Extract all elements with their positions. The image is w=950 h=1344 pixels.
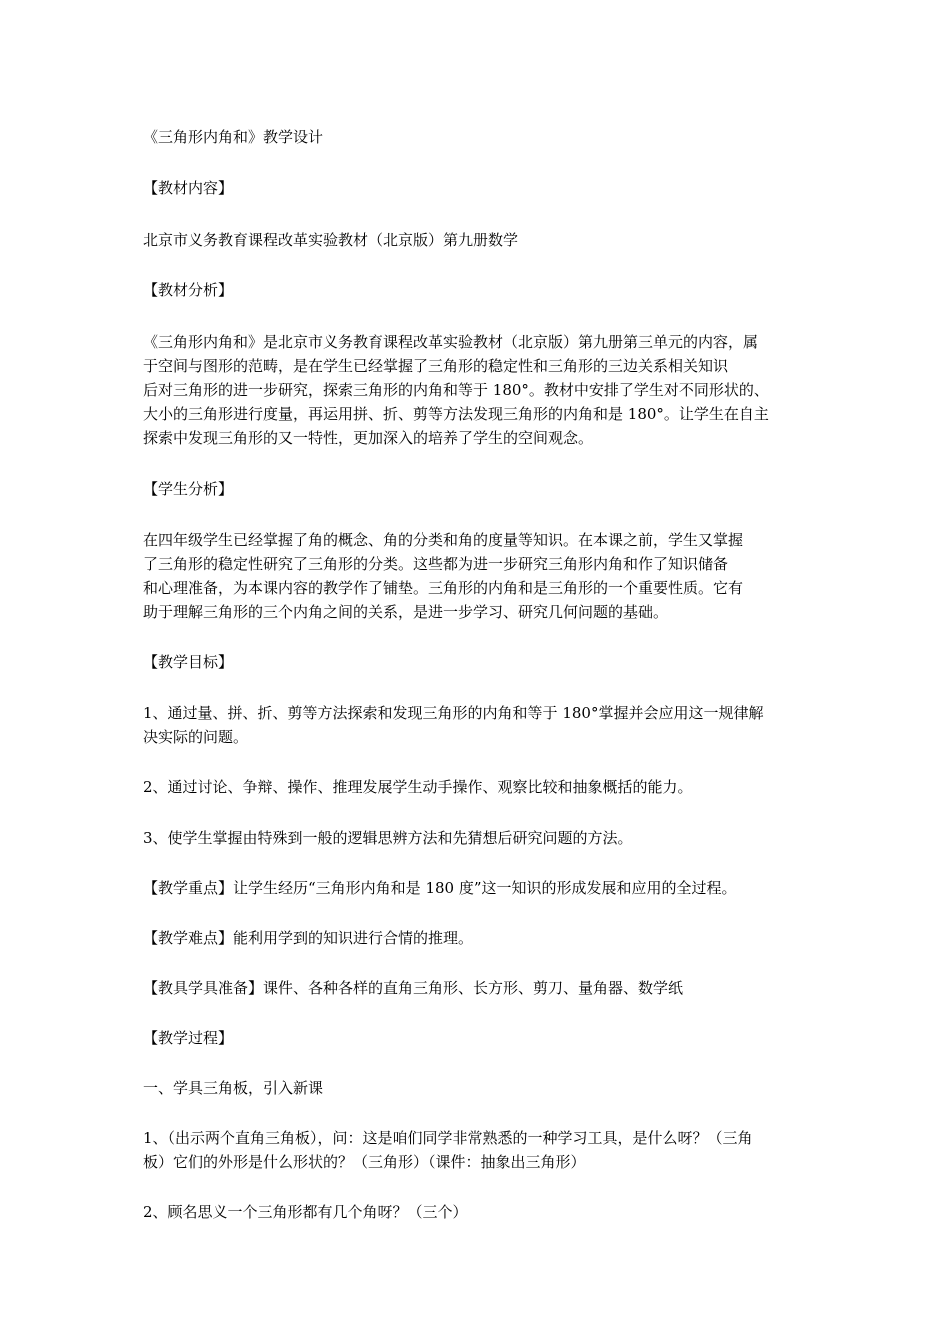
analysis-line: 探索中发现三角形的又一特性，更加深入的培养了学生的空间观念。: [143, 429, 594, 447]
students-line: 和心理准备，为本课内容的教学作了铺垫。三角形的内角和是三角形的一个重要性质。它有: [143, 579, 744, 597]
goal-2-text: 2、通过讨论、争辩、操作、推理发展学生动手操作、观察比较和抽象概括的能力。: [143, 778, 693, 796]
textbook-analysis-paragraph: [143, 330, 815, 450]
difficulty-text: 【教学难点】能利用学到的知识进行合情的推理。: [143, 929, 474, 947]
step-1-paragraph: [143, 1126, 815, 1174]
goal-3-text: 3、使学生掌握由特殊到一般的逻辑思辨方法和先猜想后研究问题的方法。: [143, 829, 633, 847]
goal-1-line: 1、通过量、拼、折、剪等方法探索和发现三角形的内角和等于 180°掌握并会应用这一规律解: [143, 704, 764, 722]
goal-1-line: 决实际的问题。: [143, 728, 249, 746]
textbook-content-text: 北京市义务教育课程改革实验教材（北京版）第九册数学: [143, 231, 519, 249]
heading-textbook-content: 【教材内容】: [143, 179, 234, 197]
students-line: 了三角形的稳定性研究了三角形的分类。这些都为进一步研究三角形内角和作了知识储备: [143, 555, 729, 573]
materials-text: 【教具学具准备】课件、各种各样的直角三角形、长方形、剪刀、量角器、数学纸: [143, 979, 684, 997]
heading-student-analysis: 【学生分析】: [143, 480, 234, 498]
key-point-text: 【教学重点】让学生经历“三角形内角和是 180 度”这一知识的形成发展和应用的全过程。: [143, 879, 737, 897]
step-1-line: 板）它们的外形是什么形状的？（三角形）（课件：抽象出三角形）: [143, 1153, 586, 1171]
goal-1-paragraph: [143, 701, 815, 749]
heading-teaching-goals: 【教学目标】: [143, 653, 234, 671]
analysis-line: 《三角形内角和》是北京市义务教育课程改革实验教材（北京版）第九册第三单元的内容，属: [143, 333, 759, 351]
analysis-line: 于空间与图形的范畴，是在学生已经掌握了三角形的稳定性和三角形的三边关系相关知识: [143, 357, 729, 375]
students-line: 在四年级学生已经掌握了角的概念、角的分类和角的度量等知识。在本课之前，学生又掌握: [143, 531, 744, 549]
analysis-line: 大小的三角形进行度量，再运用拼、折、剪等方法发现三角形的内角和是 180°。让学生在自主: [143, 405, 769, 423]
analysis-line: 后对三角形的进一步研究，探索三角形的内角和等于 180°。教材中安排了学生对不同形状的、: [143, 381, 769, 399]
heading-textbook-analysis: 【教材分析】: [143, 281, 234, 299]
step-1-line: 1、（出示两个直角三角板），问：这是咱们同学非常熟悉的一种学习工具，是什么呀？（三角: [143, 1129, 753, 1147]
document-title: 《三角形内角和》教学设计: [143, 128, 324, 146]
students-line: 助于理解三角形的三个内角之间的关系，是进一步学习、研究几何问题的基础。: [143, 603, 669, 621]
section-1-heading: 一、学具三角板，引入新课: [143, 1079, 324, 1097]
step-2-text: 2、顾名思义一个三角形都有几个角呀？（三个）: [143, 1203, 468, 1221]
heading-teaching-process: 【教学过程】: [143, 1029, 234, 1047]
student-analysis-paragraph: [143, 528, 815, 624]
